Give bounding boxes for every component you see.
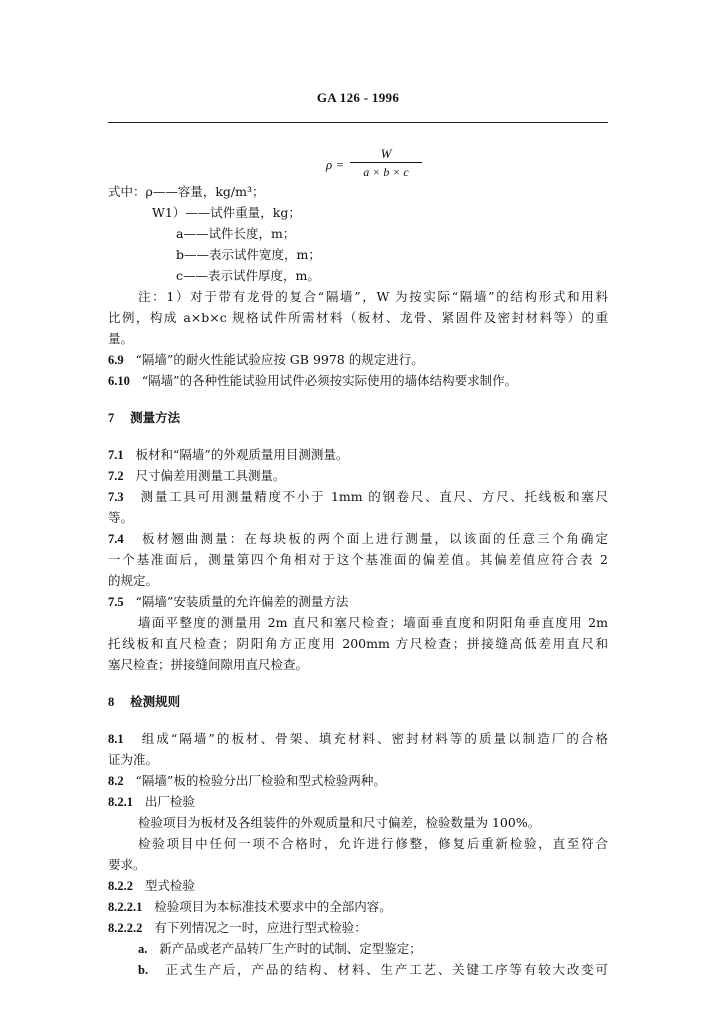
clause-number: 8.2.2.2 — [108, 921, 143, 935]
clause-text: 型式检验 — [144, 878, 195, 893]
clause-text: 板材翘曲测量：在每块板的两个面上进行测量，以该面的任意三个角确定 — [141, 531, 608, 546]
list-item-b — [138, 962, 608, 978]
clause-number: 8.2.1 — [108, 795, 133, 809]
list-item-a — [138, 941, 422, 957]
list-item-text: 正式生产后，产品的结构、材料、生产工艺、关键工序等有较大改变可 — [165, 962, 608, 977]
clause-7-4-continued-1: 一个基准面后，测量第四个角相对于这个基准面的偏差值。其偏差值应符合表 2 — [108, 552, 608, 567]
clause-text: 出厂检验 — [144, 794, 195, 809]
clause-7-5-paragraph-3: 塞尺检查；拼接缝间隙用直尺检查。 — [108, 657, 309, 672]
clause-text: 检验项目为本标准技术要求中的全部内容。 — [154, 899, 392, 914]
clause-8-1-continued: 证为准。 — [108, 752, 159, 767]
section-number: 8 — [108, 695, 115, 709]
fraction-bar — [350, 162, 422, 163]
clause-6-10 — [108, 373, 517, 389]
definition-a: a——试件长度，m； — [176, 226, 296, 241]
clause-8-2 — [108, 773, 386, 789]
clause-number: 8.2.2.1 — [108, 900, 143, 914]
clause-text: 尺寸偏差用测量工具测量。 — [135, 468, 286, 483]
clause-text: “隔墙”安装质量的允许偏差的测量方法 — [135, 594, 349, 609]
clause-7-5-paragraph-1: 墙面平整度的测量用 2m 直尺和塞尺检查；墙面垂直度和阴阳角垂直度用 2m — [138, 615, 608, 630]
clause-8-2-1 — [108, 794, 195, 810]
clause-7-3 — [108, 489, 608, 505]
note-line-1: 注：1）对于带有龙骨的复合“隔墙”，W 为按实际“隔墙”的结构形式和用料 — [138, 289, 608, 304]
definition-c: c——表示试件厚度，m。 — [176, 268, 320, 283]
section-7-heading — [108, 410, 180, 426]
clause-number: 8.1 — [108, 732, 124, 746]
section-number: 7 — [108, 411, 115, 425]
clause-7-1 — [108, 447, 348, 463]
definition-w1: W1）——试件重量，kg； — [152, 205, 301, 220]
document-number-header: GA 126 - 1996 — [316, 90, 400, 105]
clause-text: 有下列情况之一时，应进行型式检验： — [154, 920, 367, 935]
section-title: 检测规则 — [130, 694, 181, 709]
clause-number: 8.2 — [108, 774, 124, 788]
clause-8-2-1-paragraph-2-continued: 要求。 — [108, 857, 146, 872]
clause-number: 7.3 — [108, 490, 124, 504]
clause-7-4 — [108, 531, 608, 547]
clause-number: 7.4 — [108, 532, 124, 546]
clause-8-2-1-paragraph-2: 检验项目中任何一项不合格时，允许进行修整，修复后重新检验，直至符合 — [138, 836, 608, 851]
clause-8-2-2-1 — [108, 899, 392, 915]
section-8-heading — [108, 694, 180, 710]
clause-text: 测量工具可用测量精度不小于 1mm 的钢卷尺、直尺、方尺、托线板和塞尺 — [140, 489, 609, 504]
clause-7-4-continued-2: 的规定。 — [108, 573, 159, 588]
note-line-3: 量。 — [108, 331, 134, 346]
list-item-label: b. — [138, 963, 149, 977]
definition-intro: 式中：ρ——容量，kg/m³； — [108, 184, 265, 199]
clause-number: 7.2 — [108, 469, 124, 483]
clause-text: “隔墙”的各种性能试验用试件必须按实际使用的墙体结构要求制作。 — [141, 373, 518, 388]
clause-8-2-2-2 — [108, 920, 367, 936]
note-line-2: 比例，构成 a×b×c 规格试件所需材料（板材、龙骨、紧固件及密封材料等）的重 — [108, 310, 608, 325]
clause-text: 组成“隔墙”的板材、骨架、填充材料、密封材料等的质量以制造厂的合格 — [141, 731, 608, 746]
list-item-label: a. — [138, 942, 148, 956]
section-title: 测量方法 — [130, 410, 181, 425]
list-item-text: 新产品或老产品转厂生产时的试制、定型鉴定； — [159, 941, 422, 956]
clause-number: 6.9 — [108, 353, 124, 367]
definition-b: b——表示试件宽度，m； — [176, 247, 321, 262]
clause-number: 6.10 — [108, 374, 130, 388]
clause-text: “隔墙”的耐火性能试验应按 GB 9978 的规定进行。 — [135, 352, 424, 367]
clause-6-9 — [108, 352, 424, 368]
clause-text: 板材和“隔墙”的外观质量用目测测量。 — [135, 447, 349, 462]
clause-number: 8.2.2 — [108, 879, 133, 893]
formula-numerator: W — [380, 146, 392, 161]
formula-denominator: a × b × c — [363, 165, 409, 179]
formula-lhs: ρ = — [326, 157, 345, 172]
clause-number: 7.1 — [108, 448, 124, 462]
header-rule — [108, 122, 608, 123]
clause-text: “隔墙”板的检验分出厂检验和型式检验两种。 — [135, 773, 386, 788]
clause-7-5 — [108, 594, 348, 610]
clause-7-3-continued: 等。 — [108, 510, 134, 525]
clause-number: 7.5 — [108, 595, 124, 609]
clause-8-2-1-paragraph-1: 检验项目为板材及各组装件的外观质量和尺寸偏差，检验数量为 100%。 — [138, 815, 541, 830]
clause-8-2-2 — [108, 878, 195, 894]
clause-7-2 — [108, 468, 286, 484]
clause-7-5-paragraph-2: 托线板和直尺检查；阴阳角方正度用 200mm 方尺检查；拼接缝高低差用直尺和 — [108, 636, 608, 651]
formula-fraction — [350, 146, 422, 180]
clause-8-1 — [108, 731, 608, 747]
